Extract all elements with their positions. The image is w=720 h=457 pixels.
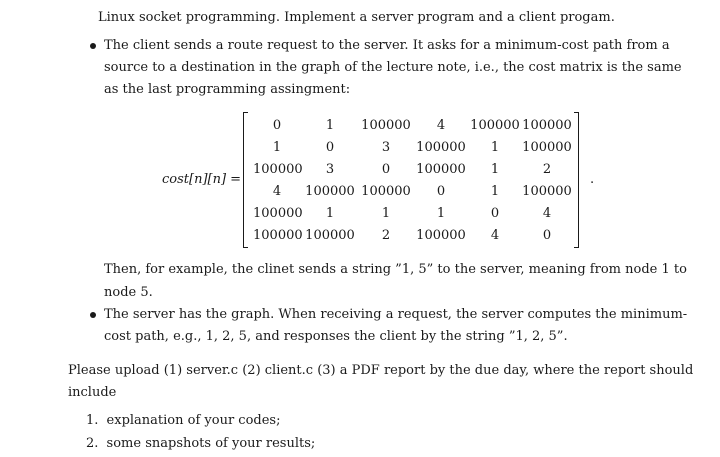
matrix-cell: 0 (325, 140, 335, 155)
report-item-text: explanation of your codes; (106, 413, 281, 428)
bullet-marker-1 (90, 43, 96, 49)
matrix-cell: 100000 (253, 162, 303, 177)
matrix-cell: 100000 (470, 118, 520, 133)
matrix-cell: 1 (490, 140, 500, 155)
matrix-cell: 1 (490, 184, 500, 199)
matrix-cell: 1 (436, 206, 446, 221)
bullet1-line-2: source to a destination in the graph of the lecture note, i.e., the cost matrix is the same (104, 60, 682, 75)
matrix-right-bracket (574, 112, 579, 248)
matrix-cell: 3 (381, 140, 391, 155)
matrix-cell: 100000 (416, 162, 466, 177)
matrix-cell: 4 (542, 206, 552, 221)
matrix-cell: 4 (272, 184, 282, 199)
matrix-trailing-period: . (590, 172, 595, 187)
matrix-cell: 100000 (253, 228, 303, 243)
matrix-cell: 2 (381, 228, 391, 243)
matrix-cell: 3 (325, 162, 335, 177)
bullet1-line-3: as the last programming assingment: (104, 82, 351, 97)
example-line-2: node 5. (104, 285, 153, 300)
matrix-cell: 1 (381, 206, 391, 221)
bullet1-line-1: The client sends a route request to the server. It asks for a minimum-cost path from a (104, 38, 670, 53)
matrix-cell: 1 (490, 162, 500, 177)
upload-line-2: include (68, 385, 117, 400)
report-item-text: some snapshots of your results; (106, 436, 316, 451)
matrix-cell: 100000 (416, 228, 466, 243)
bullet2-line-2: cost path, e.g., 1, 2, 5, and responses the client by the string ”1, 2, 5”. (104, 329, 568, 344)
matrix-cell: 100000 (522, 140, 572, 155)
matrix-cell: 100000 (253, 206, 303, 221)
report-item-2 (86, 436, 315, 452)
matrix-cell: 100000 (522, 118, 572, 133)
matrix-cell: 0 (381, 162, 391, 177)
bullet-marker-2 (90, 312, 96, 318)
matrix-cell: 4 (490, 228, 500, 243)
matrix-cell: 1 (325, 206, 335, 221)
matrix-label (162, 172, 241, 188)
matrix-cell: 100000 (305, 184, 355, 199)
report-item-number: 2. (86, 436, 99, 451)
matrix-cell: 0 (490, 206, 500, 221)
matrix-cell: 100000 (522, 184, 572, 199)
upload-line-1: Please upload (1) server.c (2) client.c (3) a PDF report by the due day, where the report should (68, 363, 694, 378)
matrix-cell: 0 (436, 184, 446, 199)
matrix-cell: 100000 (305, 228, 355, 243)
intro-text: Linux socket programming. Implement a server program and a client progam. (98, 10, 615, 25)
matrix-cell: 0 (542, 228, 552, 243)
matrix-label-text: cost[n][n] = (162, 172, 242, 187)
matrix-cell: 1 (325, 118, 335, 133)
matrix-cell: 1 (272, 140, 282, 155)
report-item-number: 1. (86, 413, 99, 428)
report-item-1 (86, 413, 280, 429)
example-line-1: Then, for example, the clinet sends a string ”1, 5” to the server, meaning from node 1 to (104, 262, 687, 277)
matrix-cell: 2 (542, 162, 552, 177)
matrix-left-bracket (243, 112, 248, 248)
matrix-cell: 100000 (416, 140, 466, 155)
matrix-cell: 4 (436, 118, 446, 133)
matrix-cell: 0 (272, 118, 282, 133)
matrix-cell: 100000 (361, 184, 411, 199)
cost-matrix (243, 112, 579, 248)
matrix-cell: 100000 (361, 118, 411, 133)
bullet2-line-1: The server has the graph. When receiving a request, the server computes the minimum- (104, 307, 688, 322)
